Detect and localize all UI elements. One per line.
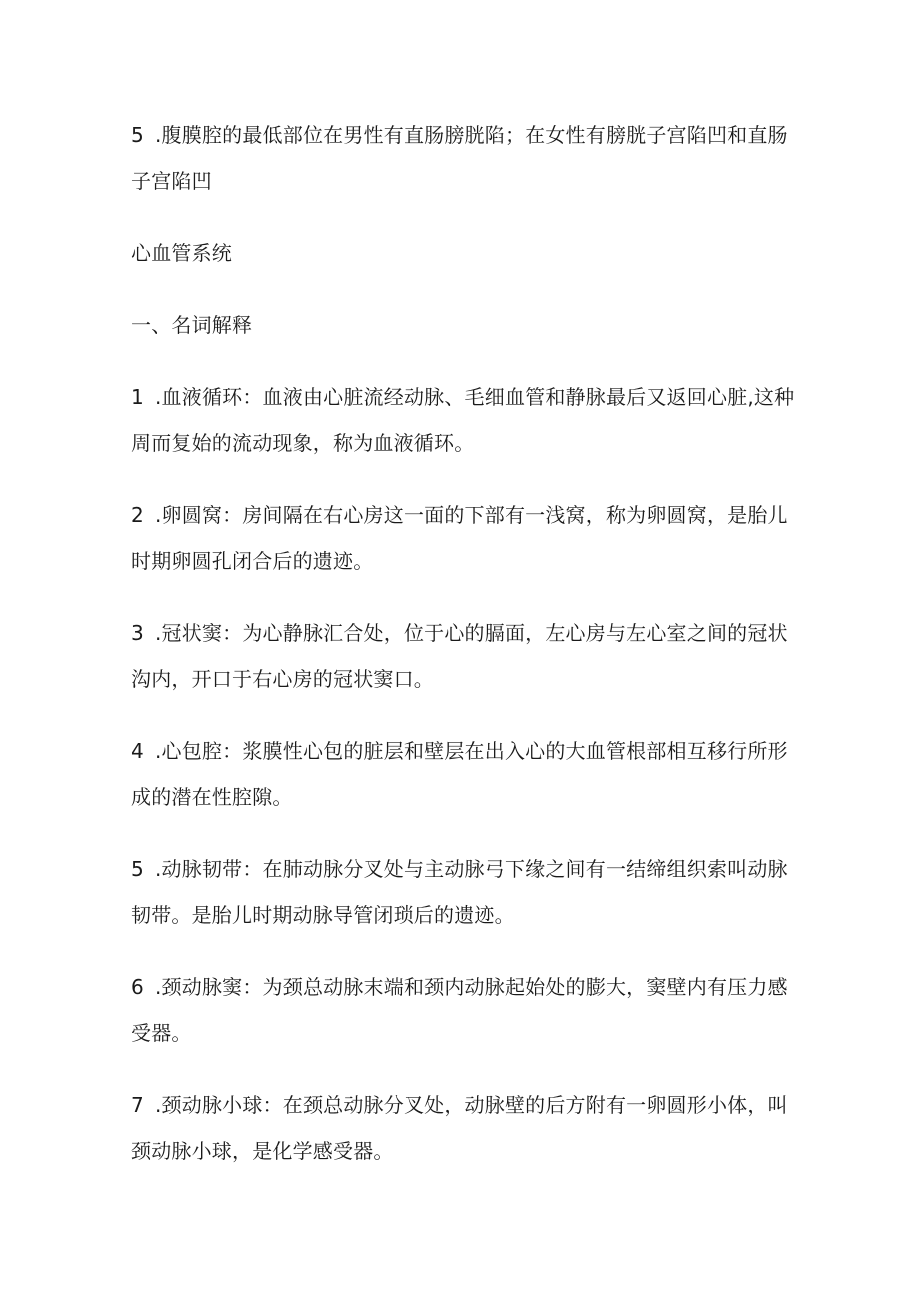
definition-arterial-ligament bbox=[131, 846, 801, 938]
item-number: 6 bbox=[131, 975, 144, 999]
definition-text: .动脉韧带：在肺动脉分叉处与主动脉弓下缘之间有一结缔组织索叫动脉韧带。是胎儿时期动脉导管闭琐后的遗迹。 bbox=[131, 857, 788, 927]
paragraph-peritoneal-cavity bbox=[131, 112, 801, 204]
definition-pericardial-cavity bbox=[131, 728, 801, 820]
item-number: 4 bbox=[131, 739, 144, 763]
definition-text: .血液循环：血液由心脏流经动脉、毛细血管和静脉最后又返回心脏,这种周而复始的流动现象，称为血液循环。 bbox=[131, 385, 795, 455]
section-heading-cardiovascular bbox=[131, 230, 801, 276]
item-number: 3 bbox=[131, 621, 144, 645]
item-number: 1 bbox=[131, 385, 144, 409]
definition-text: .颈动脉窦：为颈总动脉末端和颈内动脉起始处的膨大，窦壁内有压力感受器。 bbox=[131, 975, 788, 1045]
definition-carotid-sinus bbox=[131, 964, 801, 1056]
definition-blood-circulation bbox=[131, 374, 801, 466]
definition-text: .卵圆窝：房间隔在右心房这一面的下部有一浅窝，称为卵圆窝，是胎儿时期卵圆孔闭合后的遗迹。 bbox=[131, 503, 788, 573]
definition-fossa-ovalis bbox=[131, 492, 801, 584]
definition-coronary-sinus bbox=[131, 610, 801, 702]
definition-text: .颈动脉小球：在颈总动脉分叉处，动脉壁的后方附有一卵圆形小体，叫颈动脉小球，是化学感受器。 bbox=[131, 1093, 788, 1163]
subsection-heading-text: 一、名词解释 bbox=[131, 313, 253, 337]
definition-text: .冠状窦：为心静脉汇合处，位于心的膈面，左心房与左心室之间的冠状沟内，开口于右心房的冠状窦口。 bbox=[131, 621, 788, 691]
paragraph-text: .腹膜腔的最低部位在男性有直肠膀胱陷；在女性有膀胱子宫陷凹和直肠子宫陷凹 bbox=[131, 123, 788, 193]
document-body bbox=[131, 112, 801, 1200]
item-number: 5 bbox=[131, 857, 144, 881]
item-number: 2 bbox=[131, 503, 144, 527]
definition-carotid-glomus bbox=[131, 1082, 801, 1174]
item-number: 5 bbox=[131, 123, 144, 147]
section-heading-text: 心血管系统 bbox=[131, 241, 232, 265]
subsection-heading-terms bbox=[131, 302, 801, 348]
item-number: 7 bbox=[131, 1093, 144, 1117]
definition-text: .心包腔：浆膜性心包的脏层和壁层在出入心的大血管根部相互移行所形成的潜在性腔隙。 bbox=[131, 739, 788, 809]
